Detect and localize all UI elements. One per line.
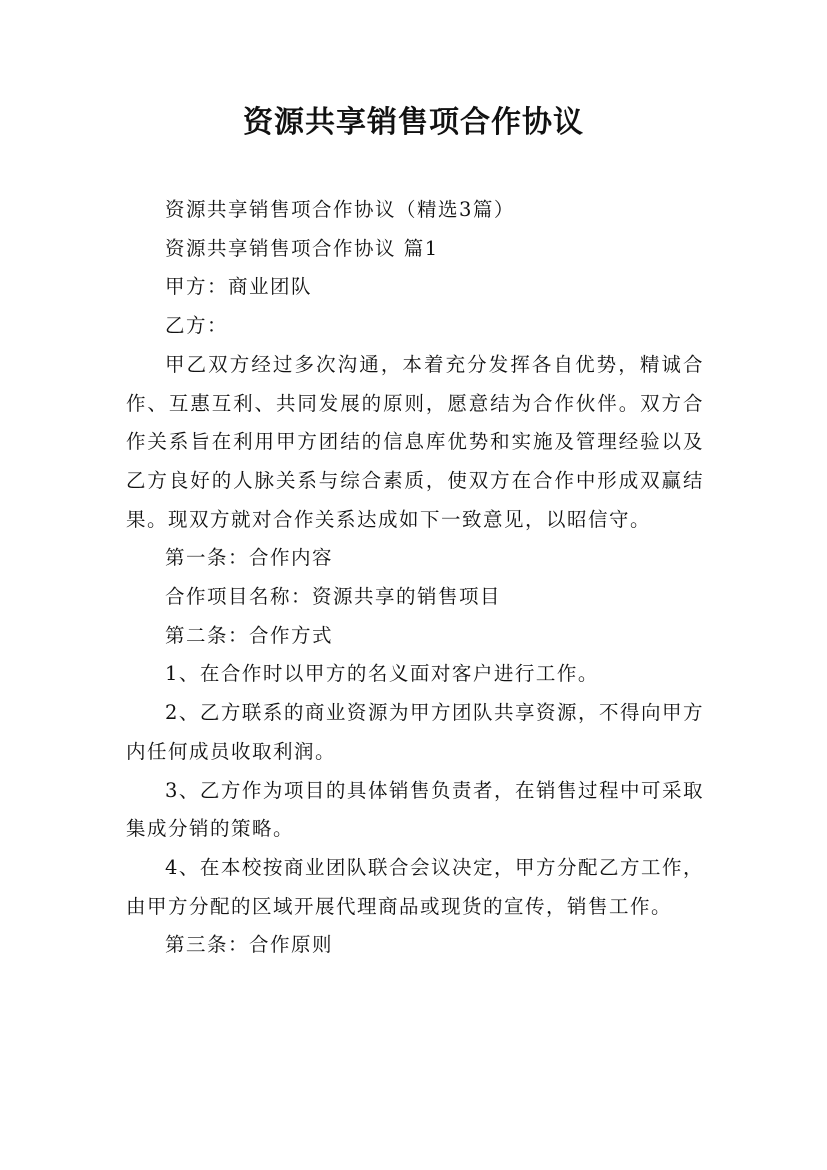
paragraph-party-a: 甲方：商业团队	[165, 275, 313, 299]
section-heading-2: 第二条：合作方式	[165, 623, 334, 647]
section-heading-3: 第三条：合作原则	[165, 933, 334, 957]
document-title: 资源共享销售项合作协议	[243, 105, 584, 140]
clause-item-4: 4、在本校按商业团队联合会议决定，甲方分配乙方工作，由甲方分配的区域开展代理商品或现货的宣传，销售工作。	[126, 855, 704, 918]
clause-item-2: 2、乙方联系的商业资源为甲方团队共享资源，不得向甲方内任何成员收取利润。	[126, 701, 704, 763]
paragraph-preamble: 甲乙双方经过多次沟通，本着充分发挥各自优势，精诚合作、互惠互利、共同发展的原则，愿意结为合作伙伴。双方合作关系旨在利用甲方团结的信息库优势和实施及管理经验以及乙方良好的人脉关系与综合素质，使双方在合作中形成双赢结果。现双方就对合作关系达成如下一致意见，以昭信守。	[126, 352, 704, 531]
clause-item-1: 1、在合作时以甲方的名义面对客户进行工作。	[165, 662, 599, 686]
paragraph-party-b: 乙方：	[165, 314, 229, 338]
document-body	[126, 191, 704, 965]
section-heading-1: 第一条：合作内容	[165, 546, 334, 570]
paragraph-article-heading: 资源共享销售项合作协议 篇1	[165, 236, 439, 260]
paragraph-project-name: 合作项目名称：资源共享的销售项目	[165, 585, 502, 609]
clause-item-3: 3、乙方作为项目的具体销售负责者，在销售过程中可采取集成分销的策略。	[126, 778, 704, 841]
paragraph-collection-title: 资源共享销售项合作协议（精选3篇）	[165, 198, 515, 221]
